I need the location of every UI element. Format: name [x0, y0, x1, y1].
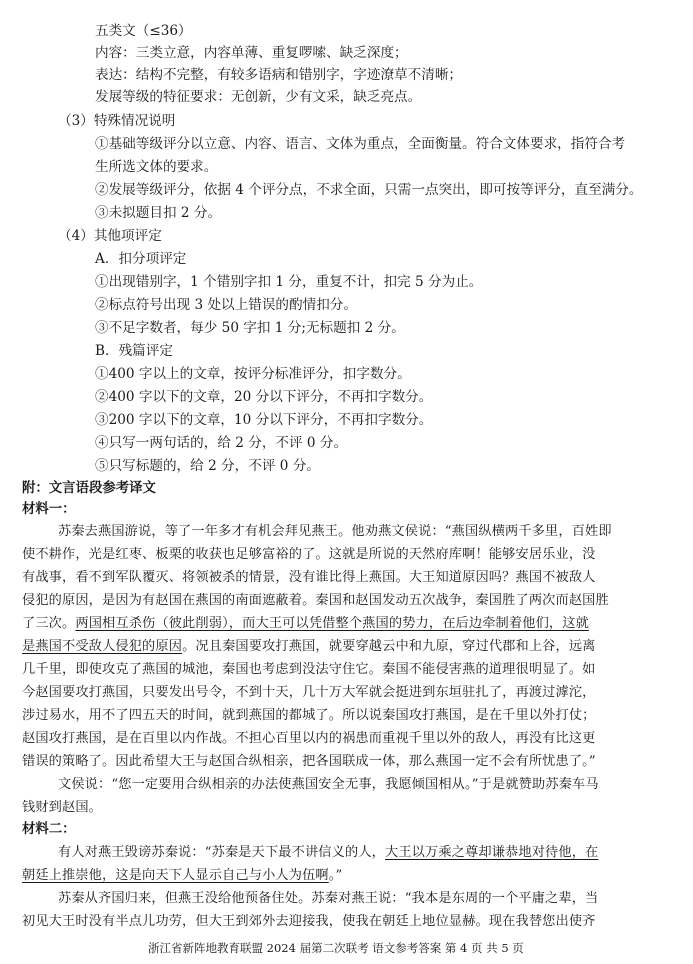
incomplete-item-2: ②400 字以下的文章，20 分以下评分，不再扣字数分。	[95, 389, 433, 405]
deduction-item-2: ②标点符号出现 3 处以上错误的酌情扣分。	[95, 297, 357, 313]
material-1-line-1: 苏秦去燕国游说，等了一年多才有机会拜见燕王。他劝燕文侯说：“燕国纵横两千多里，百姓即	[58, 524, 612, 539]
material-1-line-2: 使不耕作，光是红枣、板栗的收获也足够富裕的了。这就是所说的天然府库啊！能够安居乐业，没	[22, 547, 596, 562]
level5-development: 发展等级的特征要求：无创新，少有文采，缺乏亮点。	[95, 89, 422, 105]
material-1-line-12: 文侯说：“您一定要用合纵相亲的办法使燕国安全无事，我愿倾国相从。”于是就赞助苏秦车马	[58, 777, 599, 792]
special-item-1-cont: 生所选文体的要求。	[95, 159, 218, 175]
material-1-heading: 材料一：	[22, 502, 76, 517]
special-item-2: ②发展等级评分，依据 4 个评分点，不求全面，只需一点突出，即可按等评分，直至满分。	[95, 182, 643, 198]
material-1-line-4: 侵犯的原因，是因为有赵国在燕国的南面遮蔽着。秦国和赵国发动五次战争，秦国胜了两次而赵国胜	[22, 593, 609, 608]
material-2-line-2-plain: 。”	[328, 868, 343, 883]
material-1-line-6	[22, 636, 596, 658]
other-heading: （4）其他项评定	[58, 228, 162, 244]
material-1-line-3: 有战事，看不到军队覆灭、将领被杀的情景，没有谁比得上燕国。大王知道原因吗？燕国不被敌人	[22, 570, 596, 585]
deduction-item-3: ③不足字数者，每少 50 字扣 1 分;无标题扣 2 分。	[95, 320, 405, 336]
material-2-underlined-sentence: 大王以万乘之尊却谦恭地对待他，在	[385, 845, 599, 860]
material-1-line-5-plain: 了三次。	[22, 616, 76, 631]
level5-content: 内容：三类立意，内容单薄、重复啰嗦、缺乏深度；	[95, 45, 408, 61]
material-2-line-1-plain: 有人对燕王毁谤苏秦说：“苏秦是天下最不讲信义的人，	[58, 845, 385, 860]
special-heading: （3）特殊情况说明	[58, 113, 176, 129]
incomplete-heading: B．残篇评定	[95, 343, 173, 359]
material-2-underlined-sentence-end: 朝廷上推崇他，这是向天下人显示自己与小人为伍啊	[22, 868, 329, 883]
material-1-line-5	[22, 613, 589, 635]
material-1-line-11: 错误的策略了。因此希望大王与赵国合纵相亲，把各国联成一体，那么燕国一定不会有所忧患了。”	[22, 754, 596, 769]
deduction-heading: A．扣分项评定	[95, 251, 187, 267]
special-item-1: ①基础等级评分以立意、内容、语言、文体为重点，全面衡量。符合文体要求，指符合考	[95, 136, 626, 152]
incomplete-item-5: ⑤只写标题的，给 2 分，不评 0 分。	[95, 458, 320, 474]
page-footer: 浙江省新阵地教育联盟 2024 届第二次联考 语文参考答案 第 4 页 共 5 页	[148, 941, 524, 955]
material-2-line-1	[58, 842, 598, 864]
appendix-heading: 附：文言语段参考译文	[22, 481, 156, 496]
incomplete-item-3: ③200 字以下的文章，10 分以下评分，不再扣字数分。	[95, 412, 433, 428]
material-1-underlined-sentence: 两国相互杀伤（彼此削弱），而大王可以凭借整个燕国的势力，在后边牵制着他们，这就	[75, 616, 589, 631]
material-1-line-10: 赵国攻打燕国，是在百里以内作战。不担心百里以内的祸患而重视千里以外的敌人，再没有比这更	[22, 731, 596, 746]
material-1-line-8: 今赵国要攻打燕国，只要发出号令，不到十天，几十万大军就会挺进到东垣驻扎了，再渡过滹沱，	[22, 685, 596, 700]
level5-expression: 表达：结构不完整，有较多语病和错别字，字迹潦草不清晰；	[95, 67, 463, 83]
special-item-3: ③未拟题目扣 2 分。	[95, 205, 222, 221]
material-2-line-3: 苏秦从齐国归来，但燕王没给他预备住处。苏秦对燕王说：“我本是东周的一个平庸之辈，当	[58, 891, 599, 906]
material-2-heading: 材料二：	[22, 822, 76, 837]
material-1-underlined-sentence-end: 是燕国不受敌人侵犯的原因	[22, 639, 183, 654]
material-1-line-9: 涉过易水，用不了四五天的时间，就到燕国的都城了。所以说秦国攻打燕国，是在千里以外打仗；	[22, 708, 596, 723]
incomplete-item-1: ①400 字以上的文章，按评分标准评分，扣字数分。	[95, 366, 411, 382]
deduction-item-1: ①出现错别字，1 个错别字扣 1 分，重复不计，扣完 5 分为止。	[95, 274, 483, 290]
material-1-line-13: 钱财到赵国。	[22, 800, 103, 815]
level5-title: 五类文（≤36）	[95, 23, 192, 39]
material-2-line-4: 初见大王时没有半点儿功劳，但大王到郊外去迎接我，使我在朝廷上地位显赫。现在我替您出使齐	[22, 914, 596, 929]
material-2-line-2	[22, 865, 342, 887]
incomplete-item-4: ④只写一两句话的，给 2 分，不评 0 分。	[95, 435, 348, 451]
material-1-line-7: 几千里，即使攻克了燕国的城池，秦国也考虑到没法守住它。秦国不能侵害燕的道理很明显了。如	[22, 662, 596, 677]
material-1-line-6-plain: 。况且秦国要攻打燕国，就要穿越云中和九原，穿过代郡和上谷，远离	[182, 639, 596, 654]
